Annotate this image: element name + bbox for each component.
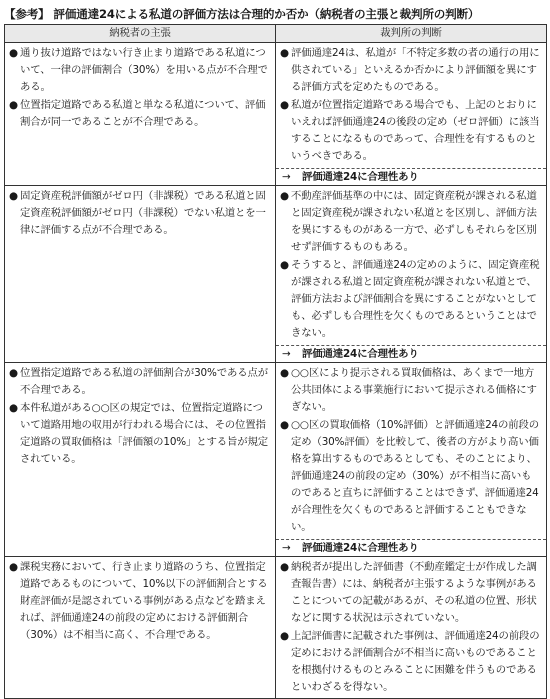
bullet-icon: ● — [280, 419, 289, 431]
list-item-text: 課税実務において、行き止まり道路のうち、位置指定道路であるものについて、10%以下の評価割合とする財産評価が是認されている事例がある点などを踏まえれば、評価通達24の前段の定めにおける評価割合（30%）は不相当に高く、不合理である。 — [20, 561, 268, 641]
list-item-text: 評価通達24は、私道が「不特定多数の者の通行の用に供されている」といえるか否かにより評価額を異にする評価方式を定めたものである。 — [291, 47, 540, 93]
list-item — [9, 188, 270, 239]
arrow-icon: → — [282, 542, 291, 554]
header-taxpayer-claim: 納税者の主張 — [5, 25, 276, 43]
list-item-text: 本件私道がある○○区の規定では、位置指定道路について道路用地の収用が行われる場合には、その位置指定道路の買取価格は「評価額の10%」とする旨が規定されている。 — [20, 402, 268, 465]
list-item-text: 位置指定道路である私道と単なる私道について、評価割合が同一であることが不合理である。 — [20, 99, 266, 128]
list-item — [9, 45, 270, 96]
list-item — [9, 400, 270, 468]
table-header-row — [5, 25, 547, 43]
bullet-icon: ● — [9, 402, 18, 414]
list-item — [9, 97, 270, 131]
bullet-icon: ● — [280, 561, 289, 573]
table-row — [5, 43, 547, 186]
list-item-text: ○○区の買取価格（10%評価）と評価通達24の前段の定め（30%評価）を比較して、後者の方がより高い価格を算出するものであるとしても、そのことにより、評価通達24の前段の定め（30%）が不相当に高いものであると直ちに評価することはできず、評価通達24が合理性を欠くものであると評価することもできない。 — [291, 419, 539, 533]
verdict-line — [276, 168, 546, 185]
list-item — [280, 45, 541, 96]
court-cell — [276, 43, 547, 186]
list-item — [280, 417, 541, 536]
taxpayer-cell — [5, 363, 276, 557]
court-cell — [276, 557, 547, 699]
taxpayer-cell — [5, 43, 276, 186]
taxpayer-cell — [5, 186, 276, 363]
list-item-text: 不動産評価基準の中には、固定資産税が課される私道と固定資産税が課されない私道とを区別し、評価方法を異にするものがある一方で、必ずしもそれらを区別せず評価するものもある。 — [291, 190, 537, 253]
taxpayer-cell — [5, 557, 276, 699]
list-item-text: 納税者が提出した評価書（不動産鑑定士が作成した調査報告書）には、納税者が主張するような事例があることについての記載があるが、その私道の位置、形状などに関する状況は示されていない。 — [291, 561, 537, 624]
bullet-icon: ● — [9, 47, 18, 59]
list-item — [9, 365, 270, 399]
list-item — [280, 188, 541, 256]
bullet-icon: ● — [280, 99, 289, 111]
bullet-icon: ● — [280, 630, 289, 642]
bullet-icon: ● — [280, 47, 289, 59]
list-item-text: 私道が位置指定道路である場合でも、上記のとおりにいえれば評価通達24の後段の定め（ゼロ評価）に該当することになるものであって、合理性を有するものというべきである。 — [291, 99, 540, 162]
list-item — [280, 257, 541, 342]
list-item-text: ○○区により提示される買取価格は、あくまで一地方公共団体による事業施行において提示される価格にすぎない。 — [291, 367, 537, 413]
arrow-icon: → — [282, 171, 291, 183]
table-row — [5, 186, 547, 363]
bullet-icon: ● — [280, 367, 289, 379]
verdict-text: 評価通達24に合理性あり — [302, 171, 419, 183]
verdict-line — [276, 345, 546, 362]
bullet-icon: ● — [9, 367, 18, 379]
table-row — [5, 363, 547, 557]
table-row — [5, 557, 547, 699]
list-item-text: 上記評価書に記載された事例は、評価通達24の前段の定めにおける評価割合が不相当に高いものであることを根拠付けるものとみることに困難を伴うものであるといわざるを得ない。 — [291, 630, 540, 693]
bullet-icon: ● — [280, 259, 289, 271]
list-item-text: そうすると、評価通達24の定めのように、固定資産税が課される私道と固定資産税が課されない私道とで、評価方法および評価割合を異にすることがないとしても、必ずしも合理性を欠くものであるということはできない。 — [291, 259, 540, 339]
list-item — [9, 559, 270, 644]
verdict-text: 評価通達24に合理性あり — [302, 542, 419, 554]
list-item — [280, 559, 541, 627]
arrow-icon: → — [282, 348, 291, 360]
list-item-text: 通り抜け道路ではない行き止まり道路である私道について、一律の評価割合（30%）を用いる点が不合理である。 — [20, 47, 268, 93]
header-court-judgment: 裁判所の判断 — [276, 25, 547, 43]
court-cell — [276, 363, 547, 557]
list-item-text: 位置指定道路である私道の評価割合が30%である点が不合理である。 — [20, 367, 268, 396]
bullet-icon: ● — [9, 99, 18, 111]
verdict-text: 評価通達24に合理性あり — [302, 348, 419, 360]
bullet-icon: ● — [9, 190, 18, 202]
bullet-icon: ● — [9, 561, 18, 573]
bullet-icon: ● — [280, 190, 289, 202]
document-title: 【参考】 評価通達24による私道の評価方法は合理的か否か（納税者の主張と裁判所の判断） — [4, 7, 480, 21]
comparison-table — [4, 24, 547, 699]
list-item — [280, 97, 541, 165]
list-item — [280, 365, 541, 416]
list-item — [280, 628, 541, 696]
verdict-line — [276, 539, 546, 556]
court-cell — [276, 186, 547, 363]
list-item-text: 固定資産税評価額がゼロ円（非課税）である私道と固定資産税評価額がゼロ円（非課税）でない私道とを一律に評価する点が不合理である。 — [20, 190, 266, 236]
